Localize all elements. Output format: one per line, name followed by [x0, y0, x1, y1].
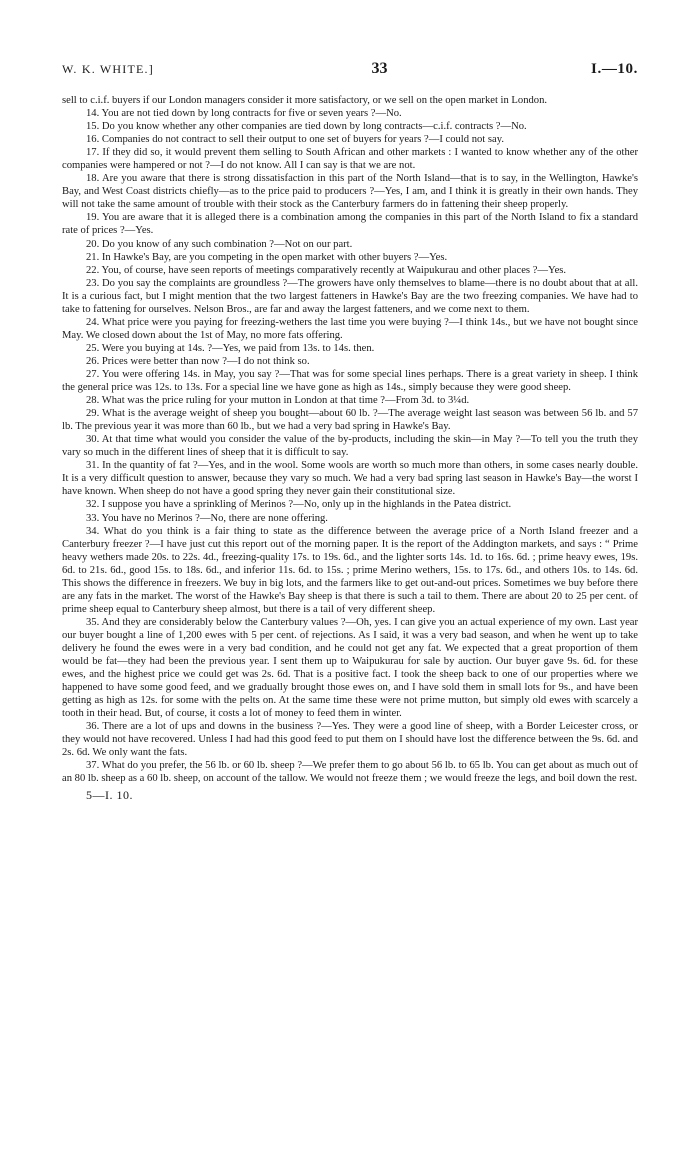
- paragraph: 16. Companies do not contract to sell their output to one set of buyers for years ?—I could not say.: [86, 134, 504, 146]
- paragraph: 36. There are a lot of ups and downs in the business ?—Yes. They were a good line of sheep, with a Border Leicester cross, or they would not have recovered. Unless I had had this good feed to put them on I should have lost the difference between the 9s. 6d. and 2s. 6d. We only want the fats.: [62, 721, 638, 759]
- paragraph: 22. You, of course, have seen reports of meetings comparatively recently at Waipukurau and other places ?—Yes.: [86, 264, 567, 276]
- document-page: [62, 60, 638, 803]
- paragraph: 17. If they did so, it would prevent them selling to South African and other markets : I wanted to know whether any of the other companies were hampered or not ?—I do not know. All I can say is that we are not.: [62, 147, 638, 172]
- paragraph: 30. At that time what would you consider the value of the by-products, including the skin—in May ?—To tell you the truth they vary so much in the different lines of sheep that it is difficult to say.: [62, 434, 638, 459]
- paragraph: 33. You have no Merinos ?—No, there are none offering.: [86, 512, 328, 524]
- paragraph: 26. Prices were better than now ?—I do not think so.: [86, 355, 310, 367]
- paragraph: 27. You were offering 14s. in May, you say ?—That was for some special lines perhaps. There is a great variety in sheep. I think the general price was 12s. to 13s. For a special line we have gone as high as 14s., simply because they were good sheep.: [62, 368, 638, 394]
- paragraph: 29. What is the average weight of sheep you bought—about 60 lb. ?—The average weight last season was between 56 lb. and 57 lb. The previous year it was more than 60 lb., but we had a very bad spring in Hawke's Bay.: [62, 408, 638, 433]
- paragraph: 23. Do you say the complaints are groundless ?—The growers have only themselves to blame—there is no doubt about that at all. It is a curious fact, but I might mention that the two largest fatteners in Hawke's Bay are the two freezing companies. We have had to take to fattening for ourselves. Nelson Bros., are far and away the largest fatteners, and we come next to them.: [62, 277, 638, 315]
- witness-name-header: W. K. WHITE.]: [62, 62, 154, 76]
- signature-mark: 5—I. 10.: [86, 788, 133, 803]
- paragraph: 32. I suppose you have a sprinkling of Merinos ?—No, only up in the highlands in the Patea district.: [86, 499, 512, 511]
- page-header: [62, 60, 638, 86]
- paragraph: 25. Were you buying at 14s. ?—Yes, we paid from 13s. to 14s. then.: [86, 342, 375, 354]
- document-body: [62, 94, 638, 785]
- paragraph: 31. In the quantity of fat ?—Yes, and in the wool. Some wools are worth so much more than others, in some cases nearly double. It is a very difficult question to answer, because they vary so much. We had a very bad spring last season in Hawke's Bay—the worst I have known. When sheep do not have a good spring they never gain their constitutional size.: [62, 460, 638, 498]
- paragraph: 20. Do you know of any such combination ?—Not on our part.: [86, 238, 353, 250]
- paragraph: 21. In Hawke's Bay, are you competing in the open market with other buyers ?—Yes.: [86, 251, 448, 263]
- document-reference: I.—10.: [591, 61, 638, 77]
- paragraph: 19. You are aware that it is alleged there is a combination among the companies in this part of the North Island to fix a standard rate of prices ?—Yes.: [62, 212, 638, 237]
- paragraph: 35. And they are considerably below the Canterbury values ?—Oh, yes. I can give you an actual experience of my own. Last year our buyer bought a line of 1,200 ewes with 5 per cent. of rejections. As I said, it was a very bad season, and when he went up to take delivery he found the ewes were in a very bad condition, and he could not get any fat. We expected that a great proportion of them would be fat—they had been the previous year. I sent them up to Waipukurau for sale by auction. Our buyer gave 9s. 6d. for these ewes, and the highest price we could get was 2s. 6d. That is a positive fact. I took the sheep back to one of our properties where we happened to have some good feed, and we gradually brought those ewes on, and I have sold them in small lots for 9s., and have been getting as high as 12s. for some with the pelts on. At the same time these were not prime mutton, but simply old ewes with scarcely a tooth in their head. But, of course, it costs a lot of money to feed them in winter.: [62, 616, 638, 720]
- paragraph: 24. What price were you paying for freezing-wethers the last time you were buying ?—I think 14s., but we have not bought since May. We closed down about the 1st of May, no more fats offering.: [62, 316, 638, 341]
- paragraph: 15. Do you know whether any other companies are tied down by long contracts—c.i.f. contracts ?—No.: [86, 121, 527, 133]
- paragraph: 34. What do you think is a fair thing to state as the difference between the average price of a North Island freezer and a Canterbury freezer ?—I have just cut this report out of the morning paper. It is the report of the Addington markets, and says : “ Prime heavy wethers made 20s. to 22s. 4d., freezing-quality 17s. to 19s. 6d., and the lighter sorts 14s. 1d. to 16s. 6d. ; prime heavy ewes, 19s. 6d. to 21s. 6d., good 15s. to 18s. 6d., and inferior 11s. 6d. to 15s. ; prime Merino wethers, 15s. to 17s. 6d., and others 10s. to 14s. 6d. This shows the difference in freezers. We buy in big lots, and the farmers like to get out-and-out prices. Sometimes we buy before there are any fats in the market. The worst of the Hawke's Bay sheep is that there is such a tail to them. There are about 20 to 25 per cent. of prime sheep equal to Canterbury sheep almost, but there is a tail of very different sheep.: [62, 525, 638, 615]
- paragraph: 14. You are not tied down by long contracts for five or seven years ?—No.: [86, 108, 402, 120]
- paragraph: 37. What do you prefer, the 56 lb. or 60 lb. sheep ?—We prefer them to go about 56 lb. to 65 lb. You can get about as much out of an 80 lb. sheep as a 60 lb. sheep, on account of the tallow. We would not freeze them ; we would freeze the legs, and boil down the rest.: [62, 760, 638, 785]
- page-number: 33: [371, 60, 388, 77]
- paragraph: 28. What was the price ruling for your mutton in London at that time ?—From 3d. to 3¼d.: [86, 395, 470, 407]
- paragraph: 18. Are you aware that there is strong dissatisfaction in this part of the North Island—that is to say, in the Wellington, Hawke's Bay, and West Coast districts chiefly—as to the price paid to producers ?—Yes, I am, and I think it is greatly in their own hands. They will not take the same amount of trouble with their stock as the Canterbury farmers do in fattening their sheep properly.: [62, 173, 638, 211]
- paragraph: sell to c.i.f. buyers if our London managers consider it more satisfactory, or we sell on the open market in London.: [62, 95, 548, 106]
